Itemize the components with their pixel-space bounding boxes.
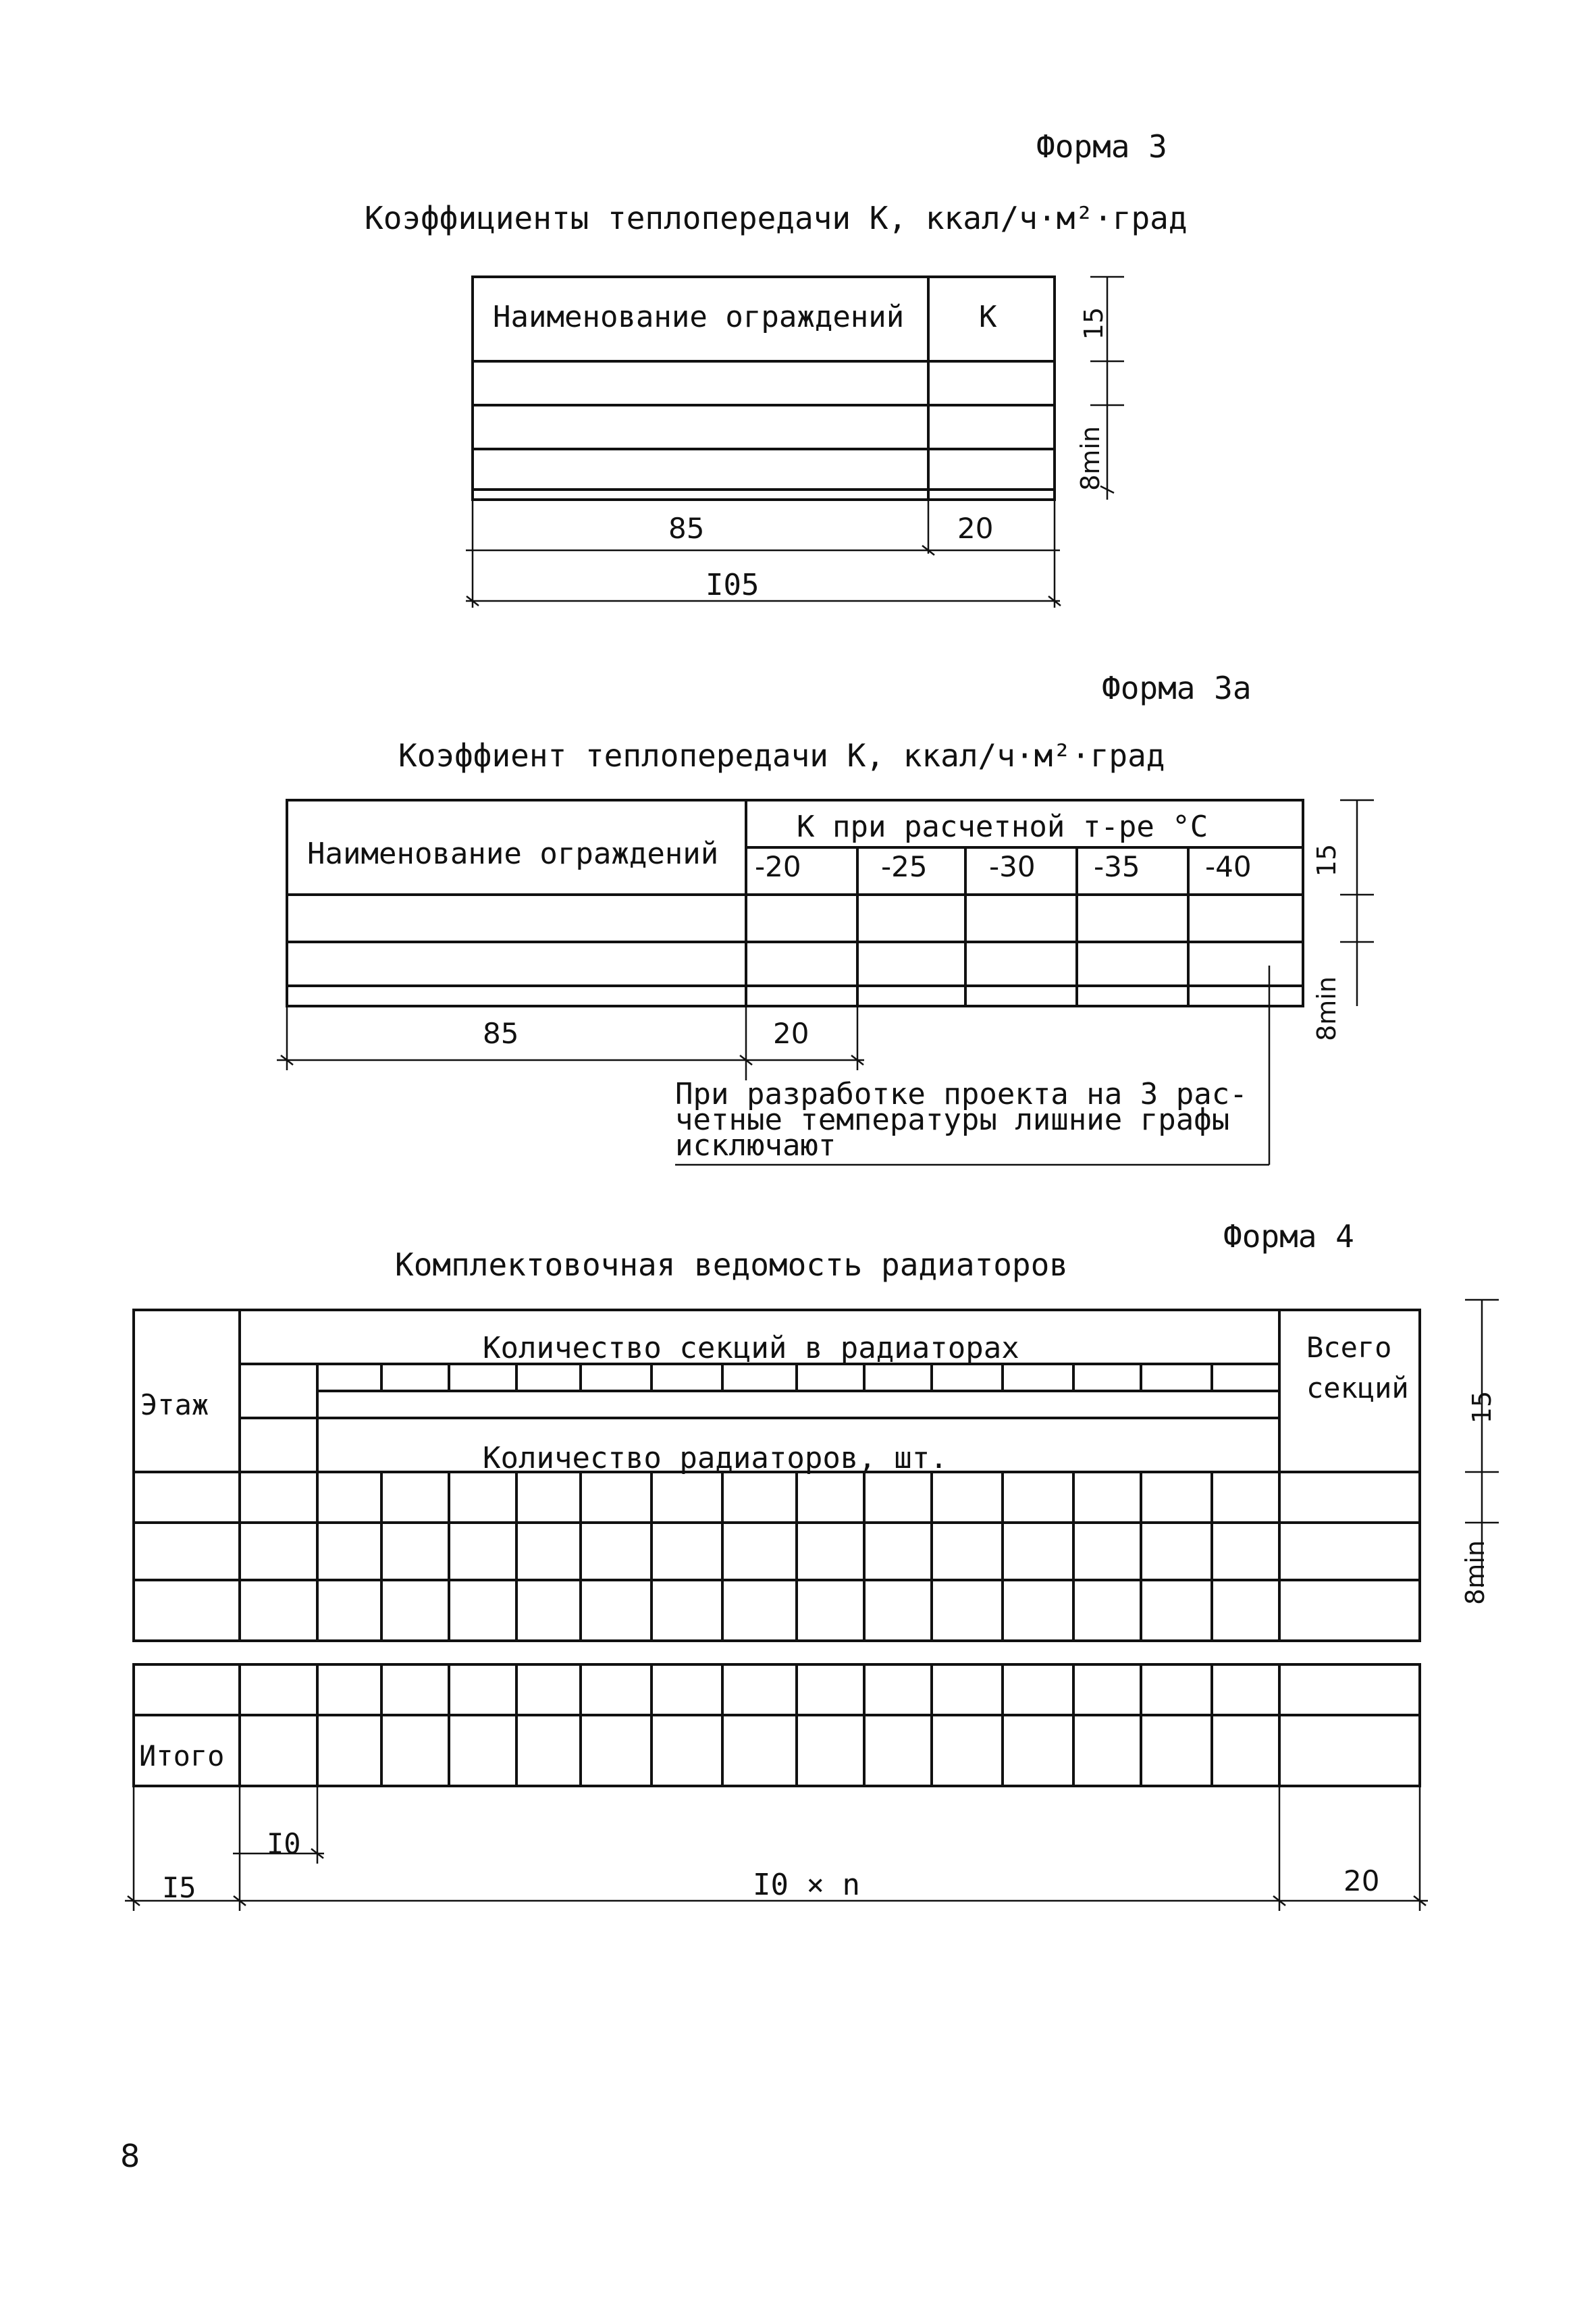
form4-col-total-1: Всего xyxy=(1306,1331,1392,1364)
form4-table-lower-border xyxy=(134,1664,1420,1786)
form4-header-radiators: Количество радиаторов, шт. xyxy=(483,1441,948,1475)
page-number: 8 xyxy=(120,2138,140,2174)
form3a-temp-35: -35 xyxy=(1094,850,1140,883)
form3a-title: Коэффиент теплопередачи К, ккал/ч·м²·град xyxy=(398,737,1165,774)
form4-dim-10: I0 xyxy=(267,1827,301,1860)
form3-header-name: Наименование ограждений xyxy=(493,300,905,334)
form3-dim-15: 15 xyxy=(1079,307,1109,340)
form4-dim-10n: I0 × n xyxy=(753,1868,860,1902)
form3-dim-20: 20 xyxy=(957,512,994,545)
form4-title: Комплектовочная ведомость радиаторов xyxy=(395,1246,1068,1283)
form4-col-floor: Этаж xyxy=(140,1388,209,1421)
form3a-temp-40: -40 xyxy=(1205,850,1252,883)
form3-dim-105: I05 xyxy=(706,568,760,602)
form3a-dim-20: 20 xyxy=(773,1017,809,1050)
form4-dim-15v: 15 xyxy=(1467,1390,1497,1424)
form3-dimensions xyxy=(466,277,1124,608)
form3a-header-name: Наименование ограждений xyxy=(307,837,719,871)
form4-dim-15: I5 xyxy=(162,1871,196,1904)
form3a-temp-20: -20 xyxy=(755,850,801,883)
form3a-temp-30: -30 xyxy=(989,850,1036,883)
form3-dim-85: 85 xyxy=(668,512,705,545)
form3a-note-line-1: При разработке проекта на 3 рас- xyxy=(675,1077,1248,1111)
form3a-table-border xyxy=(287,800,1303,1006)
form3a-dim-8min: 8min xyxy=(1312,976,1341,1041)
form3-label: Форма 3 xyxy=(1036,128,1167,165)
form3a-dimensions xyxy=(277,800,1374,1165)
form3a-note-line-3: исключают xyxy=(675,1128,836,1163)
form3a-note-line-2: четные температуры лишние графы xyxy=(675,1103,1230,1137)
form3-title: Коэффициенты теплопередачи К, ккал/ч·м²·град xyxy=(365,200,1188,236)
form4-table-upper-border xyxy=(134,1310,1420,1641)
form3a-label: Форма 3а xyxy=(1102,670,1252,706)
form4-row-total: Итого xyxy=(139,1739,225,1772)
form4-dim-20: 20 xyxy=(1344,1864,1380,1897)
form4-dim-8min: 8min xyxy=(1460,1540,1490,1605)
form4-label: Форма 4 xyxy=(1223,1218,1354,1255)
form4-col-total-2: секций xyxy=(1306,1371,1409,1404)
form4-table xyxy=(134,1310,1420,1786)
form3a-dim-15: 15 xyxy=(1312,843,1341,877)
form3a-temp-25: -25 xyxy=(881,850,928,883)
form4-header-sections: Количество секций в радиаторах xyxy=(483,1331,1019,1365)
form3-table xyxy=(473,277,1055,500)
form3-table-border xyxy=(473,277,1055,500)
form3-header-k: К xyxy=(979,300,997,334)
form3-dim-8min: 8min xyxy=(1075,426,1105,491)
form3a-table xyxy=(287,800,1303,1006)
form3a-header-group: К при расчетной т-ре °С xyxy=(797,810,1208,844)
form3a-dim-85: 85 xyxy=(483,1017,519,1050)
